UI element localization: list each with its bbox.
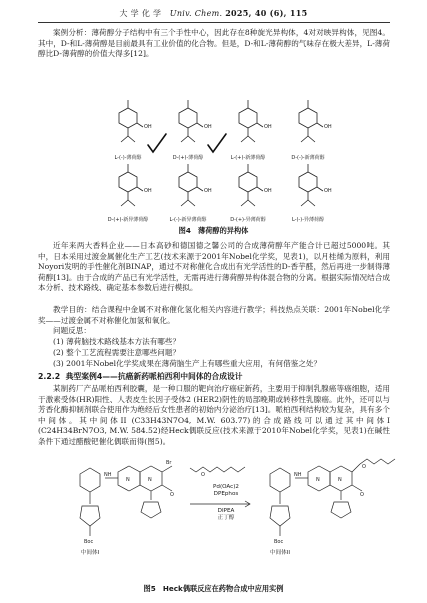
- industry-paragraph: 近年来两大香料企业——日本高砂和德国德之馨公司的合成薄荷醇年产能合计已超过5000吨。其中，日本采用过渡金属催化生产工艺(技术来源于2001年Nobel化学奖，见表1)，以月桂烯为原料，利用Noyori发明的手性催化剂BINAP，通过不对称催化合成出有光学活性的D-香芋醛，然后再进一步制得薄荷醇[13]。由于合成的产品已有光学活性，无需再进行薄荷醇异构体混合物的分离。根据实际情况结合成本分析、技术路线、确定基本参数后进行模拟。: [38, 241, 390, 293]
- isomer-label: L-(-)-薄荷醇: [114, 155, 142, 161]
- isomer-label: D-(+)-新异薄荷醇: [107, 217, 149, 223]
- isomer-molecule: [239, 100, 263, 142]
- reagent-dipea: DIPEA: [217, 508, 235, 514]
- reagents-below-arrow: [198, 508, 254, 522]
- isomer-molecule: [179, 164, 203, 206]
- oh-label: OH: [204, 188, 212, 194]
- atom-label-o: O: [360, 492, 364, 498]
- question-1: (1) 薄荷脑技术路线基本方法有哪些？: [53, 337, 181, 346]
- isomer-label: D-(+)-薄荷醇: [172, 155, 204, 161]
- journal-citation: 2025, 40 (6), 115: [225, 8, 308, 18]
- figure-4: [0, 0, 427, 240]
- atom-label-o: O: [201, 472, 205, 478]
- atom-label-o: O: [170, 492, 174, 498]
- oh-label: OH: [144, 124, 152, 130]
- atom-label-n: N: [316, 477, 320, 483]
- atom-label-n: N: [338, 477, 342, 483]
- section-number: 2.2.2: [38, 372, 61, 381]
- figure-5-caption: 图5 Heck偶联反应在药物合成中应用实例: [143, 584, 284, 593]
- isomer-label: L-(-)-异薄荷醇: [291, 217, 324, 223]
- section-heading: [38, 371, 243, 382]
- atom-label-n: N: [126, 477, 130, 483]
- reagent-n-butanol: 正丁醇: [217, 515, 235, 521]
- check-mark-icon: [208, 134, 226, 152]
- isomer-molecule: [179, 100, 203, 142]
- isomer-label: L-(+)-新薄荷醇: [230, 155, 266, 161]
- isomer-label: D-(-)-新薄荷醇: [291, 155, 325, 161]
- atom-label-o: O: [362, 464, 366, 470]
- atom-label-boc: Boc: [84, 539, 94, 545]
- question-2: (2) 整个工艺流程需要注意哪些问题？: [53, 348, 181, 357]
- palbociclib-paragraph: 某制药厂产品哌柏西利胶囊，是一种口服的靶向治疗癌症新药，主要用于抑制乳腺癌等癌细胞，适用于激素受体(HR)阳性、人表皮生长因子受体2 (HER2)阴性的局部晚期或转移性乳腺癌。此外，还可以与芳香化酶抑制剂联合使用作为绝经后女性患者的初始内分泌治疗[13]。哌柏西利结构较为复杂，具有多个中间体。其中间体II (C33H43N7O4, M.W. 603.77)的合成路线可以通过其中间体I (C24H34BrN7O3, M.W. 584.52)经Heck偶联反应(技术来源于2010年Nobel化学奖，见表1)在碱性条件下通过醋酸钯催化偶联而得(图5)。: [38, 384, 390, 446]
- isomer-molecule: [299, 164, 323, 206]
- isomer-label: L-(-)-新异薄荷醇: [169, 217, 207, 223]
- isomer-structures: [0, 0, 427, 240]
- question-3: (3) 2001年Nobel化学奖成果在薄荷脑生产上有哪些重大应用，有何借鉴之处？: [53, 359, 322, 368]
- atom-label-br: Br: [166, 460, 172, 466]
- oh-label: OH: [204, 124, 212, 130]
- intermediate-i-label: 中间体I: [80, 550, 100, 556]
- isomer-label: D-(+)-异薄荷醇: [230, 217, 266, 223]
- isomer-molecule: [119, 100, 143, 142]
- atom-label-boc: Boc: [274, 539, 284, 545]
- journal-name-en: Univ. Chem.: [169, 9, 223, 18]
- atom-label-n: N: [148, 477, 152, 483]
- check-mark-icon: [148, 134, 166, 152]
- isomer-molecule: [239, 164, 263, 206]
- intermediate-ii-label: 中间体II: [269, 550, 291, 556]
- reagents-above-arrow: [198, 484, 254, 498]
- reflection-heading: 问题反思：: [53, 326, 91, 335]
- teaching-goal-paragraph: 教学目的：结合课程中金属不对称催化氢化相关内容进行教学；科技热点关联：2001年Nobel化学奖——过渡金属不对称催化加氢和氧化。: [38, 305, 390, 325]
- case-analysis-paragraph: 案例分析：薄荷醇分子结构中有三个手性中心，因此存在8种旋光异构体，4对对映异构体，见图4。其中，D-和L-薄荷醇是目前最具有工业价值的化合物。但是，D-和L-薄荷醇的气味存在极大差异，L-薄荷醇比D-薄荷醇的价值大得多[12]。: [38, 28, 390, 59]
- oh-label: OH: [144, 188, 152, 194]
- isomer-molecule: [299, 100, 323, 142]
- section-title: 典型案例4——抗癌新药哌柏西利中间体的合成设计: [65, 372, 243, 381]
- oh-label: OH: [324, 124, 332, 130]
- atom-label-nh: NH: [104, 472, 112, 478]
- oh-label: OH: [264, 124, 272, 130]
- journal-name-cn: 大 学 化 学: [119, 9, 162, 18]
- reagent-palladium-acetate: Pd(OAc)2: [213, 484, 239, 490]
- atom-label-nh: NH: [294, 472, 302, 478]
- oh-label: OH: [324, 188, 332, 194]
- reagent-dpephos: DPEphos: [213, 491, 239, 497]
- oh-label: OH: [264, 188, 272, 194]
- figure-5: [0, 448, 427, 582]
- isomer-molecule: [119, 164, 143, 206]
- figure-4-caption: 图4 薄荷醇的异构体: [178, 226, 249, 235]
